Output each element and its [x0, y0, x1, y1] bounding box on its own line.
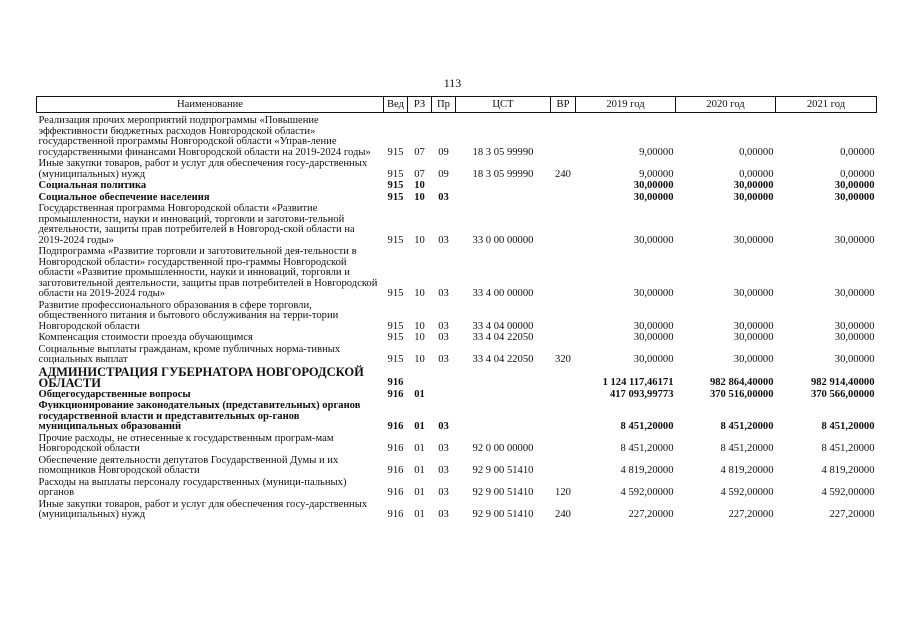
cell-y2021: 30,00000: [834, 354, 875, 365]
cell-y2020: 370 516,00000: [709, 388, 774, 400]
header-rz: РЗ: [408, 97, 432, 113]
cell-y2019: 4 819,20000: [620, 465, 674, 476]
cell-name: Иные закупки товаров, работ и услуг для обеспечения госу-дарственных (муниципальных) нужд: [38, 158, 368, 180]
cell-name: Функционирование законодательных (представительных) органов государственной власти и представительных ор-ганов муниципальных образований: [38, 400, 361, 432]
cell-ved: 915: [387, 288, 404, 299]
table-row: [37, 247, 877, 301]
cell-rz: 01: [414, 487, 425, 498]
cell-rz: 10: [414, 288, 425, 299]
table-row: [37, 113, 877, 160]
cell-rz: 07: [414, 146, 425, 158]
cell-y2020: 982 864,40000: [709, 377, 774, 388]
cell-y2021: 30,00000: [834, 320, 875, 332]
cell-y2020: 8 451,20000: [720, 443, 774, 454]
cell-y2021: 30,00000: [834, 191, 875, 203]
table-row: [37, 456, 877, 478]
cell-rz: 01: [414, 443, 425, 454]
page-number: 113: [443, 76, 462, 90]
cell-cst: 92 9 00 51410: [472, 509, 534, 520]
header-ved: Вед: [384, 97, 408, 113]
cell-y2019: 30,00000: [633, 234, 674, 246]
cell-y2021: 4 819,20000: [821, 465, 875, 476]
cell-y2019: 30,00000: [633, 320, 674, 332]
table-row: [37, 301, 877, 334]
cell-ved: 915: [387, 234, 404, 246]
cell-vr: [551, 181, 576, 193]
table-row: [37, 333, 877, 345]
cell-y2021: 4 592,00000: [821, 487, 875, 498]
cell-vr: [551, 367, 576, 390]
cell-ved: 916: [387, 487, 404, 498]
cell-pr: 03: [438, 191, 449, 203]
cell-vr: [551, 247, 576, 301]
cell-cst: 92 0 00 00000: [472, 443, 534, 454]
cell-cst: 33 4 00 00000: [472, 288, 534, 299]
cell-ved: 915: [387, 180, 404, 191]
cell-cst: 33 4 04 22050: [472, 332, 534, 343]
cell-pr: 03: [438, 509, 449, 520]
cell-name: Прочие расходы, не отнесенные к государственным програм-мам Новгородской области: [38, 432, 334, 454]
cell-vr: [551, 390, 576, 402]
cell-y2021: 30,00000: [834, 332, 875, 343]
table-row: [37, 478, 877, 500]
cell-y2020: 30,00000: [733, 354, 774, 365]
cell-pr: 03: [438, 288, 449, 299]
cell-cst: [456, 181, 551, 193]
cell-y2019: 30,00000: [633, 180, 674, 191]
cell-ved: 916: [387, 443, 404, 454]
cell-y2019: 9,00000: [639, 146, 674, 158]
table-row: [37, 345, 877, 367]
cell-rz: 10: [414, 354, 425, 365]
cell-rz: 10: [414, 180, 425, 191]
table-row: [37, 434, 877, 456]
cell-pr: 09: [438, 146, 449, 158]
cell-y2021: 8 451,20000: [821, 443, 875, 454]
cell-y2020: 4 592,00000: [720, 487, 774, 498]
cell-y2021: 30,00000: [834, 234, 875, 246]
cell-y2020: 30,00000: [733, 332, 774, 343]
cell-y2019: 417 093,99773: [609, 388, 674, 400]
cell-y2021: 982 914,40000: [810, 377, 875, 388]
table-row: [37, 204, 877, 247]
header-name: Наименование: [37, 97, 384, 113]
cell-rz: 01: [414, 421, 425, 432]
cell-cst: 18 3 05 99990: [472, 146, 534, 158]
cell-pr: [432, 181, 456, 193]
cell-rz: 10: [414, 320, 425, 332]
cell-y2019: 8 451,20000: [620, 421, 674, 432]
cell-rz: 10: [414, 191, 425, 203]
cell-cst: [456, 390, 551, 402]
cell-cst: 33 4 04 22050: [472, 354, 534, 365]
cell-cst: 92 9 00 51410: [472, 465, 534, 476]
cell-ved: 915: [387, 168, 404, 180]
table-row: [37, 159, 877, 181]
cell-ved: 916: [387, 388, 404, 400]
cell-name: Социальные выплаты гражданам, кроме публичных норма-тивных социальных выплат: [38, 343, 341, 365]
cell-pr: 03: [438, 487, 449, 498]
cell-y2020: 0,00000: [739, 146, 774, 158]
cell-y2021: 370 566,00000: [810, 388, 875, 400]
cell-ved: 915: [387, 354, 404, 365]
cell-pr: 03: [438, 465, 449, 476]
cell-rz: 10: [414, 234, 425, 246]
cell-vr: [551, 333, 576, 345]
cell-y2020: 30,00000: [733, 288, 774, 299]
header-vr: ВР: [551, 97, 576, 113]
cell-ved: 915: [387, 191, 404, 203]
cell-y2021: 227,20000: [829, 509, 875, 520]
cell-pr: [432, 390, 456, 402]
cell-vr: [551, 456, 576, 478]
cell-rz: 01: [414, 465, 425, 476]
header-2019: 2019 год: [576, 97, 676, 113]
cell-y2021: 0,00000: [840, 168, 875, 180]
cell-name: Расходы на выплаты персоналу государственных (муници-пальных) органов: [38, 476, 347, 498]
cell-rz: 07: [414, 168, 425, 180]
cell-ved: 916: [387, 465, 404, 476]
cell-y2019: 9,00000: [639, 168, 674, 180]
cell-y2019: 30,00000: [633, 354, 674, 365]
cell-y2020: 4 819,20000: [720, 465, 774, 476]
table-row: [37, 181, 877, 193]
cell-cst: 33 0 00 00000: [472, 234, 534, 246]
cell-y2020: 30,00000: [733, 180, 774, 191]
cell-cst: 92 9 00 51410: [472, 487, 534, 498]
budget-table: [36, 96, 877, 522]
cell-ved: 916: [387, 421, 404, 432]
cell-cst: [456, 367, 551, 390]
cell-pr: [432, 367, 456, 390]
cell-y2019: 1 124 117,46171: [602, 377, 674, 388]
cell-y2020: 0,00000: [739, 168, 774, 180]
cell-vr: 240: [555, 509, 571, 520]
cell-name: Развитие профессионального образования в сфере торговли, общественного питания и бытового обслуживания на терри-тории Новгородской области: [38, 299, 339, 332]
table-row: [37, 367, 877, 390]
cell-y2019: 4 592,00000: [620, 487, 674, 498]
cell-y2021: 0,00000: [840, 146, 875, 158]
cell-name: Общегосударственные вопросы: [38, 388, 191, 400]
cell-y2019: 30,00000: [633, 332, 674, 343]
header-pr: Пр: [432, 97, 456, 113]
cell-vr: [551, 301, 576, 334]
cell-y2019: 8 451,20000: [620, 443, 674, 454]
cell-ved: 915: [387, 320, 404, 332]
cell-rz: 10: [414, 332, 425, 343]
cell-name: Иные закупки товаров, работ и услуг для обеспечения госу-дарственных (муниципальных) нужд: [38, 498, 368, 520]
table-row: [37, 500, 877, 522]
cell-y2020: 30,00000: [733, 234, 774, 246]
cell-pr: 03: [438, 443, 449, 454]
table-row: [37, 401, 877, 434]
cell-vr: [551, 204, 576, 247]
cell-pr: 03: [438, 234, 449, 246]
cell-name: Реализация прочих мероприятий подпрограммы «Повышение эффективности бюджетных расходов Новгородской области» государственной программы Новгородской области «Управ-ление государственными финансами Новгородской области на 2019-2024 годы»: [38, 115, 371, 158]
cell-vr: [551, 401, 576, 434]
cell-name: Обеспечение деятельности депутатов Государственной Думы и их помощников Новгородской области: [38, 454, 339, 476]
cell-y2019: 227,20000: [628, 509, 674, 520]
cell-vr: 240: [555, 168, 571, 180]
cell-cst: [456, 193, 551, 205]
cell-rz: 01: [414, 509, 425, 520]
cell-name: Государственная программа Новгородской области «Развитие промышленности, науки и инноваций, торговли и заготови-тельной деятельности, защиты прав потребителей в Новгород-ской области на 2019-2024 годы»: [38, 203, 355, 246]
cell-ved: 916: [387, 377, 404, 388]
cell-vr: [551, 113, 576, 160]
cell-pr: 03: [438, 320, 449, 332]
header-2021: 2021 год: [776, 97, 877, 113]
cell-pr: 09: [438, 168, 449, 180]
cell-y2020: 8 451,20000: [720, 421, 774, 432]
cell-vr: [551, 193, 576, 205]
cell-y2019: 30,00000: [633, 288, 674, 299]
cell-ved: 915: [387, 332, 404, 343]
cell-cst: [456, 401, 551, 434]
cell-cst: 33 4 04 00000: [472, 320, 534, 332]
table-header-row: [37, 97, 877, 113]
cell-name: Социальная политика: [38, 180, 147, 191]
header-cst: ЦСТ: [456, 97, 551, 113]
cell-pr: 03: [438, 332, 449, 343]
cell-vr: 320: [555, 354, 571, 365]
cell-y2020: 30,00000: [733, 320, 774, 332]
cell-y2019: 30,00000: [633, 191, 674, 203]
cell-name: Подпрограмма «Развитие торговли и заготовительной дея-тельности в Новгородской области» государственной про-граммы Новгородской области «Развитие промышленности, науки и инноваций, торговли и заготовительной деятельности, защиты прав потребителей в Новгородской области на 2019-2024 годы»: [38, 246, 378, 299]
cell-y2020: 227,20000: [728, 509, 774, 520]
cell-name: Социальное обеспечение населения: [38, 191, 210, 203]
cell-ved: 915: [387, 146, 404, 158]
cell-rz: 01: [414, 388, 425, 400]
cell-rz: [408, 367, 432, 390]
cell-vr: [551, 434, 576, 456]
cell-pr: 03: [438, 421, 449, 432]
cell-ved: 916: [387, 509, 404, 520]
cell-name: АДМИНИСТРАЦИЯ ГУБЕРНАТОРА НОВГОРОДСКОЙ ОБЛАСТИ: [38, 364, 364, 390]
header-2020: 2020 год: [676, 97, 776, 113]
cell-y2021: 30,00000: [834, 180, 875, 191]
cell-vr: 120: [555, 487, 571, 498]
cell-y2020: 30,00000: [733, 191, 774, 203]
cell-y2021: 8 451,20000: [821, 421, 875, 432]
table-body: [37, 113, 877, 522]
cell-name: Компенсация стоимости проезда обучающимся: [38, 332, 253, 343]
cell-cst: 18 3 05 99990: [472, 168, 534, 180]
cell-pr: 03: [438, 354, 449, 365]
cell-y2021: 30,00000: [834, 288, 875, 299]
